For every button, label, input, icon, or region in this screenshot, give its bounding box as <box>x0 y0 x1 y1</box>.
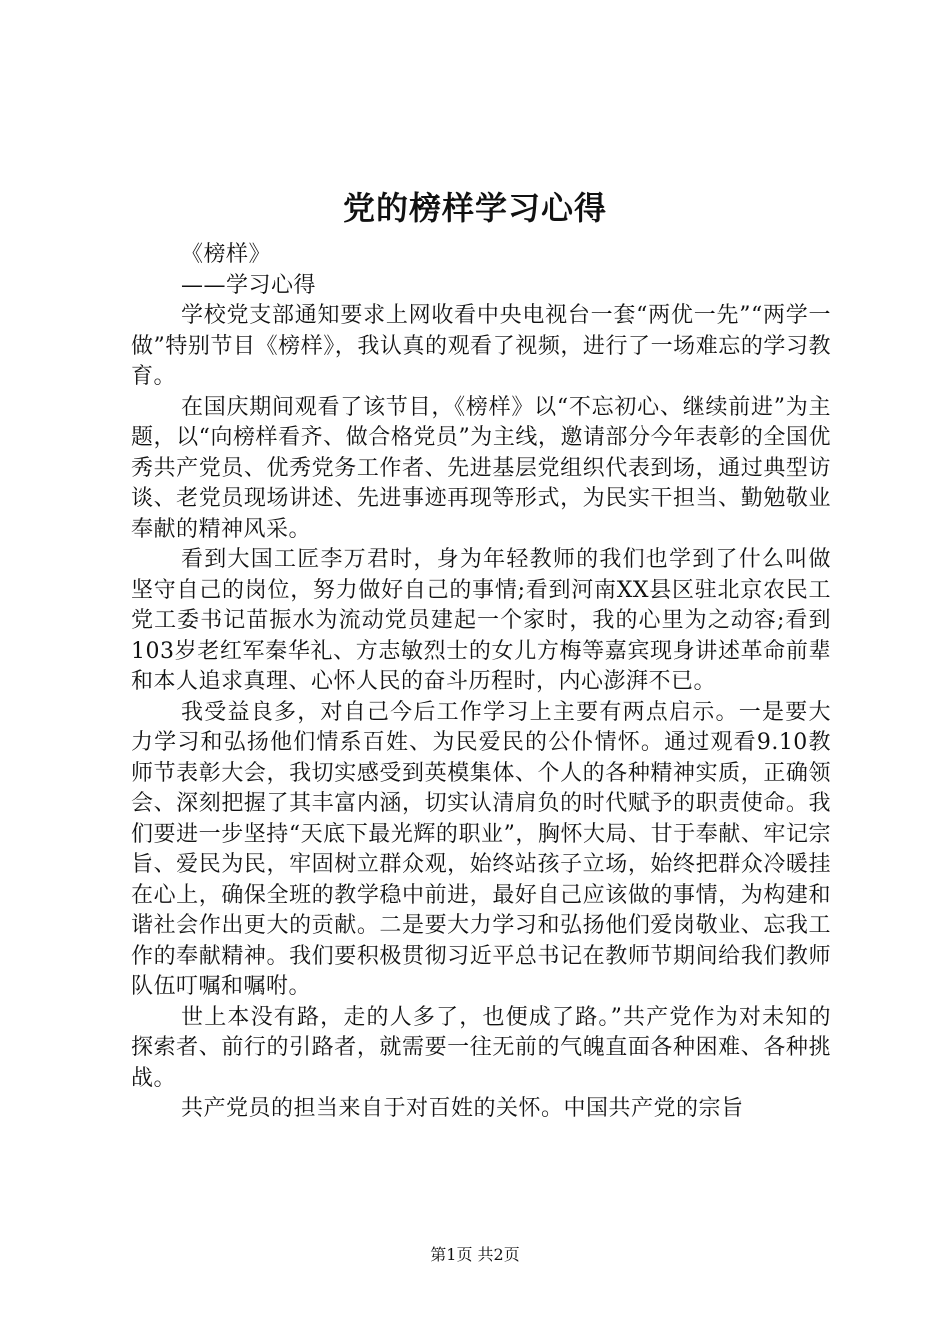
subtitle-book: 《榜样》 <box>181 242 272 267</box>
paragraph: 我受益良多，对自己今后工作学习上主要有两点启示。一是要大力学习和弘扬他们情系百姓、为民爱民的公仆情怀。通过观看9.10教师节表彰大会，我切实感受到英模集体、个人的各种精神实质，正确领会、深刻把握了其丰富内涵，切实认清肩负的时代赋予的职责使命。我们要进一步坚持“天底下最光辉的职业”，胸怀大局、甘于奉献、牢记宗旨、爱民为民，牢固树立群众观，始终站孩子立场，始终把群众冷暖挂在心上，确保全班的教学稳中前进，最好自己应该做的事情，为构建和谐社会作出更大的贡献。二是要大力学习和弘扬他们爱岗敬业、忘我工作的奉献精神。我们要积极贯彻习近平总书记在教师节期间给我们教师队伍叮嘱和嘱咐。 <box>131 699 831 999</box>
paragraph: 共产党员的担当来自于对百姓的关怀。中国共产党的宗旨 <box>181 1096 744 1121</box>
subtitle-reflection: ——学习心得 <box>181 272 317 298</box>
paragraph: 世上本没有路，走的人多了，也便成了路。”共产党作为对未知的探索者、前行的引路者，就需要一往无前的气魄直面各种困难、各种挑战。 <box>131 1004 831 1091</box>
paragraph: 看到大国工匠李万君时，身为年轻教师的我们也学到了什么叫做坚守自己的岗位，努力做好自己的事情;看到河南XX县区驻北京农民工党工委书记苗振水为流动党员建起一个家时，我的心里为之动容;看到103岁老红军秦华礼、方志敏烈士的女儿方梅等嘉宾现身讲述革命前辈和本人追求真理、心怀人民的奋斗历程时，内心澎湃不已。 <box>131 547 831 694</box>
document-title: 党的榜样学习心得 <box>342 189 607 227</box>
paragraph: 学校党支部通知要求上网收看中央电视台一套“两优一先”“两学一做”特别节目《榜样》，我认真的观看了视频，进行了一场难忘的学习教育。 <box>131 303 831 389</box>
page-footer: 第1页 共2页 <box>430 1245 520 1264</box>
document-body <box>131 240 831 1125</box>
paragraph: 在国庆期间观看了该节目，《榜样》以“不忘初心、继续前进”为主题，以“向榜样看齐、做合格党员”为主线，邀请部分今年表彰的全国优秀共产党员、优秀党务工作者、先进基层党组织代表到场，通过典型访谈、老党员现场讲述、先进事迹再现等形式，为民实干担当、勤勉敬业奉献的精神风采。 <box>131 394 831 542</box>
